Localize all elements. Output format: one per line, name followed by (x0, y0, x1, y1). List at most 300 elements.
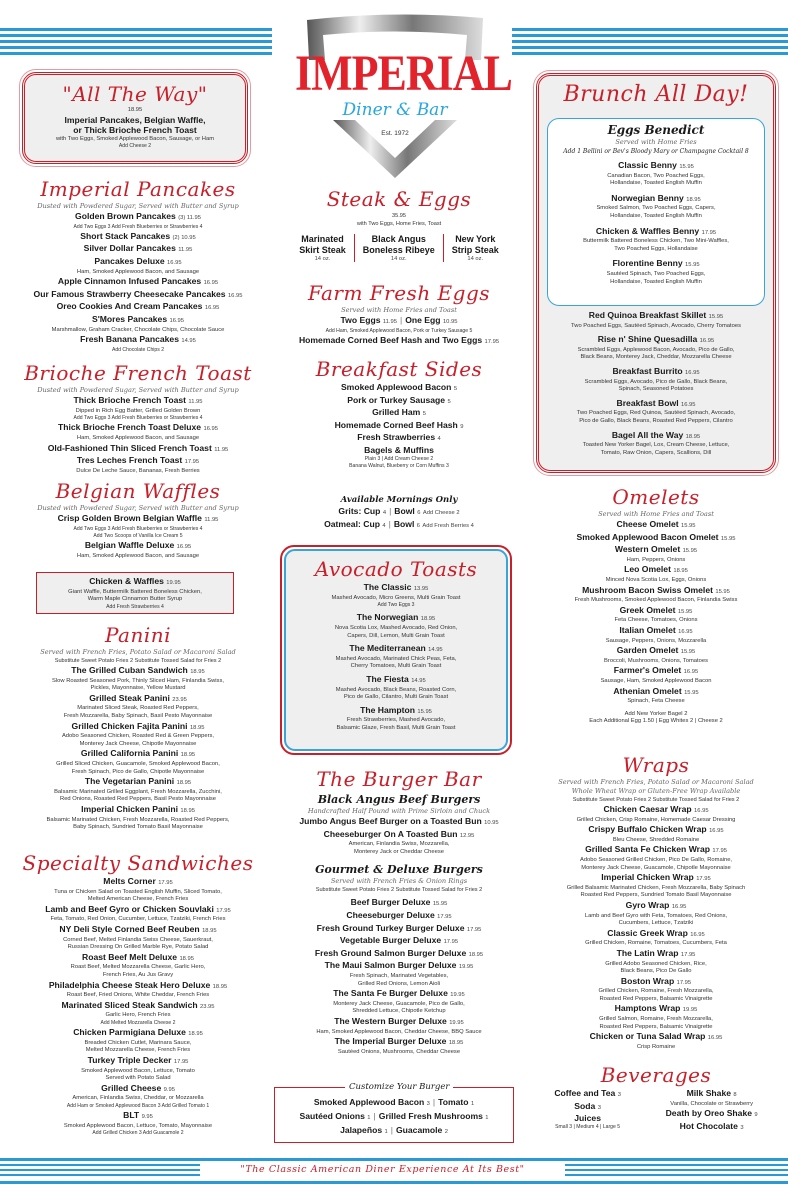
item-name-line (276, 445, 522, 456)
item-price: 15.95 (680, 523, 696, 529)
item-description: Mashed Avocado, Marinated Chick Peas, Feta, (335, 655, 457, 662)
menu-text: Marinated (301, 234, 344, 244)
menu-text: Black Angus (371, 234, 426, 244)
section-title: Wraps (622, 753, 690, 777)
item-price: 18.95 (188, 1031, 203, 1038)
menu-text: Guacamole (395, 1124, 443, 1135)
item-price: 18.95 (420, 616, 436, 623)
item-price: 18.95 (448, 1040, 464, 1047)
menu-item (666, 1121, 758, 1134)
item-description: Grilled Adobo Seasoned Chicken, Rice, (605, 960, 707, 967)
item-name: Beef Burger Deluxe (350, 897, 431, 908)
item-price: 15.95 (417, 708, 432, 715)
steak-option (354, 234, 443, 262)
item-description: Mashed Avocado, Micro Greens, Multi Grain Toast (331, 594, 461, 601)
section-mornings-only: Available Mornings Only Grits: Cup 4 | Bowl 6 Add Cheese 2 Oatmeal: Cup 4 | Bowl 6 Add Fresh Berries 4 (276, 494, 522, 531)
item-price: 15.95 (685, 262, 700, 269)
section-title: Specialty Sandwiches (22, 851, 254, 875)
item-name: Cheeseburger On A Toasted Bun (323, 828, 458, 839)
item-description: Two Poached Eggs, Red Quinoa, Sautéed Spinach, Avocado, (576, 410, 736, 417)
menu-item (276, 1036, 522, 1056)
item-description: Grilled Chicken, Romaine, Fresh Mozzarella, (598, 988, 714, 995)
menu-text: 14 oz. (314, 256, 331, 262)
item-name-line (12, 289, 264, 302)
section-title: The Burger Bar (316, 767, 482, 791)
item-price: 18.95 (685, 433, 701, 440)
item-price: 4 (437, 436, 441, 443)
item-name: Imperial Chicken Panini (81, 803, 179, 814)
item-addon: Banana Walnut, Blueberry or Corn Muffins 3 (349, 462, 449, 469)
menu-item (276, 829, 522, 857)
section-note: Substitute Sweet Potato Fries 2 Substitute Tossed Salad for Fries 2 (54, 658, 222, 664)
item-name-line (276, 1016, 522, 1029)
logo-established: Est. 1972 (381, 130, 409, 137)
item-price: 17.95 (173, 1058, 189, 1065)
section-title: Beverages (600, 1063, 712, 1087)
item-price: 11.95 (178, 247, 193, 254)
item-addon: Add Chocolate Chips 2 (111, 346, 165, 353)
item-price: 5 (453, 386, 458, 392)
menu-text: Grilled Fresh Mushrooms (378, 1110, 483, 1121)
item-price: 17.95 (676, 979, 692, 986)
item-name: Gyro Wrap (625, 899, 670, 910)
item-name: Silver Dollar Pancakes (83, 243, 176, 254)
menu-text: Cup (363, 518, 380, 529)
item-name: Crisp Golden Brown Belgian Waffle (57, 513, 202, 523)
item-description: Buttermilk Battered Boneless Chicken, Two Mini-Waffles, (583, 238, 729, 245)
item-price: 5 (422, 411, 426, 418)
item-description: Grilled Red Onions, Lemon Aioli (357, 980, 441, 987)
item-name-line (666, 1121, 758, 1134)
item-name-line (532, 824, 780, 837)
menu-item (532, 872, 780, 900)
item-name-line (666, 1088, 758, 1101)
section-note: Add 1 Bellini or Bev's Bloody Mary or Champagne Cocktail 8 (563, 148, 749, 155)
box-title: Customize Your Burger (345, 1080, 453, 1095)
logo-subtitle: Diner & Bar (342, 100, 448, 120)
menu-item (532, 976, 780, 1004)
item-name: Athenian Omelet (613, 685, 682, 696)
item-description: Grilled Sliced Chicken, Guacamole, Smoked Applewood Bacon, (56, 760, 220, 767)
menu-item (12, 289, 264, 302)
menu-item (548, 160, 764, 188)
item-price: 17.95 (712, 848, 727, 855)
menu-item (532, 532, 780, 545)
item-price: 15.95 (677, 608, 693, 615)
item-name-line (276, 923, 522, 936)
item-name: Turkey Triple Decker (87, 1054, 172, 1065)
item-description: Served with Potato Salad (105, 1075, 171, 1082)
menu-item (12, 924, 264, 952)
item-addon: Plain 3 | Add Cream Cheese 2 (364, 455, 434, 462)
item-description: Canadian Bacon, Two Poached Eggs, (607, 172, 705, 179)
item-description: Smoked Applewood Bacon, Lettuce, Tomato, Mayonnaise (63, 1122, 213, 1129)
item-name: Old-Fashioned Thin Sliced French Toast (47, 442, 212, 453)
menu-item (12, 231, 264, 244)
item-name-line (532, 928, 780, 941)
item-price: 16.95 (683, 669, 699, 676)
item-name-line (12, 693, 264, 706)
item-addon: Add Ham or Smoked Applewood Bacon 3 Add Grilled Tomato 1 (66, 1102, 210, 1109)
menu-item (532, 544, 780, 564)
menu-text: Bowl (393, 518, 415, 529)
item-name: Florentine Benny (612, 258, 683, 269)
item-description: Feta, Tomato, Red Onion, Cucumber, Lettuce, Tzatziki, French Fries (50, 916, 226, 923)
item-name: Classic Benny (618, 160, 677, 170)
item-name: Tres Leches French Toast (76, 455, 183, 466)
item-description: American, Finlandia Swiss, Mozzarella, (348, 841, 450, 848)
item-description: French Fries, Au Jus Gravy (102, 971, 174, 978)
section-note: Substitute Sweet Potato Fries 2 Substitute Tossed Salad for Fries 2 (572, 797, 740, 803)
section-burger-bar (276, 766, 522, 1056)
section-farm-fresh-eggs: Farm Fresh Eggs Served with Home Fries and Toast Two Eggs 11.95 | One Egg 10.95 Add Ham, Smoked Applewood Bacon, Pork or Turkey Sausage 5 Homemade Corned Beef Hash and Two Eggs 17.95 (276, 280, 522, 347)
item-description: Broccoli, Mushrooms, Onions, Tomatoes (604, 657, 708, 664)
item-name: Grilled California Panini (80, 748, 179, 759)
avocado-toasts-box (280, 545, 512, 755)
item-price: 5 (447, 398, 451, 405)
menu-item (276, 910, 522, 923)
menu-item (276, 948, 522, 961)
item-name: S'Mores Pancakes (91, 314, 168, 325)
item-name-line (12, 1110, 264, 1123)
item-description: Scrambled Eggs, Avocado, Pico de Gallo, Black Beans, (584, 378, 728, 385)
item-price: 17.95 (216, 907, 231, 914)
item-description: Sautéed Spinach, Two Poached Eggs, (606, 270, 706, 277)
item-addon: Add Two Eggs 3 Add Fresh Blueberries or Strawberries 4 (73, 415, 203, 422)
item-name: Homemade Corned Beef Hash (334, 419, 458, 430)
item-price: 14.95 (181, 338, 196, 345)
item-price: 12.95 (459, 832, 475, 839)
item-name: Grilled Ham (372, 407, 421, 418)
item-description: Grilled Chicken, Crisp Romaine, Homemade Caesar Dressing (576, 816, 736, 823)
item-addon: Add Two Eggs 3 Add Fresh Blueberries or Strawberries 4 (73, 525, 203, 532)
price: 17.95 (484, 338, 500, 345)
item-price: 16.95 (671, 903, 687, 910)
menu-text: Tomato (438, 1097, 469, 1107)
decorative-stripes (565, 1164, 788, 1179)
decorative-stripes-left (0, 28, 272, 56)
section-wraps (532, 752, 780, 1051)
item-name-line (532, 686, 780, 699)
menu-item (12, 334, 264, 354)
item-description: Monterey Jack Cheese, Chipotle Mayonnaise (79, 740, 197, 747)
menu-item (532, 948, 780, 976)
section-note: Served with French Fries, Potato Salad or Macaroni Salad (558, 778, 754, 786)
menu-item (532, 686, 780, 706)
item-name-line (276, 935, 522, 948)
menu-item (539, 398, 773, 426)
menu-item (532, 824, 780, 844)
item-price: 18.95 (189, 724, 205, 731)
item-name-line (12, 980, 264, 993)
item-description: Nova Scotia Lox, Mashed Avocado, Red Onion, (334, 625, 458, 632)
section-steak-eggs (276, 186, 522, 262)
item-price: 16.95 (709, 828, 724, 835)
menu-text: Sautéed Onions (299, 1110, 365, 1121)
eggs-benedict-box (547, 118, 765, 306)
menu-item (12, 1055, 264, 1083)
item-description: Fresh Strawberries, Mashed Avocado, (346, 717, 446, 724)
menu-item (12, 1110, 264, 1137)
item-description: Two Poached Eggs, Sautéed Spinach, Avocado, Cherry Tomatoes (571, 322, 741, 329)
logo-wordmark: IMPERIAL (295, 45, 512, 102)
section-brioche-french-toast (12, 360, 264, 475)
section-note: Served with Home Fries and Toast (341, 306, 457, 314)
item-name-line (532, 645, 780, 658)
menu-item (286, 612, 506, 640)
item-name: Smoked Applewood Bacon (340, 382, 452, 392)
menu-item (12, 1000, 264, 1027)
item-description: Shredded Lettuce, Chipotle Ketchup (352, 1008, 446, 1015)
item-price: 15.95 (715, 588, 730, 595)
item-name: Milk Shake (686, 1088, 732, 1098)
item-name-line (548, 160, 764, 173)
menu-text: 14 oz. (467, 256, 484, 262)
item-description: Adobo Seasoned Chicken, Roasted Red & Green Peppers, (61, 733, 215, 740)
menu-text: 6 (416, 522, 420, 529)
section-subtitle: Gourmet & Deluxe Burgers (315, 863, 483, 877)
item-price: 16.95 (176, 544, 192, 551)
item-name-line (539, 334, 773, 347)
item-name: Jumbo Angus Beef Burger on a Toasted Bun (299, 816, 482, 826)
menu-item (532, 605, 780, 625)
item-name-line (12, 231, 264, 244)
item-name: The Vegetarian Panini (84, 776, 175, 787)
item-name-line (532, 544, 780, 557)
section-title: Steak & Eggs (326, 187, 472, 211)
item-price: 11.95 (214, 446, 229, 453)
section-title: Breakfast Sides (315, 357, 483, 381)
menu-item (532, 1003, 780, 1031)
item-name-line (276, 910, 522, 923)
item-description: Sautéed Onions, Mushrooms, Cheddar Cheese (337, 1048, 461, 1055)
item-name: Chicken & Waffles (89, 576, 164, 586)
item-price: 3 (597, 1104, 601, 1111)
item-name: Oreo Cookies And Cream Pancakes (56, 301, 203, 312)
menu-item (12, 804, 264, 832)
decorative-stripes-right (512, 28, 788, 56)
menu-text: 4 (382, 522, 386, 529)
item-price: 17.95 (701, 229, 717, 236)
menu-text: 2 (444, 1128, 448, 1135)
item-description: Roasted Red Peppers, Sundried Tomato Basil Mayonnaise (580, 892, 732, 899)
menu-item (548, 226, 764, 254)
section-subtitle: Eggs Benedict (607, 123, 705, 137)
item-name: The Grilled Cuban Sandwich (71, 665, 188, 675)
item-name-line (532, 625, 780, 638)
menu-item (12, 1027, 264, 1055)
menu-item (276, 816, 522, 829)
item-description: Warm Maple Cinnamon Butter Syrup (87, 596, 183, 603)
menu-text: 1 (384, 1128, 388, 1135)
item-name: Thick Brioche French Toast Deluxe (57, 422, 202, 433)
item-description: Capers, Dill, Lemon, Multi Grain Toast (347, 632, 445, 639)
item-name-line (532, 872, 780, 885)
item-name: Italian Omelet (619, 624, 676, 635)
item-name-line (12, 395, 264, 408)
item-name: Apple Cinnamon Infused Pancakes (57, 276, 202, 287)
menu-text: 6 (417, 510, 421, 516)
menu-text: 4 (382, 510, 387, 516)
item-name-line (12, 334, 264, 347)
item-name: Bagels & Muffins (364, 444, 434, 455)
menu-item (532, 1031, 780, 1051)
item-description: Cucumbers, Lettuce, Tzatziki (618, 920, 694, 927)
item-name: Western Omelet (614, 544, 681, 555)
item-price: 18.95 (686, 196, 701, 203)
item-price: 23.95 (172, 696, 187, 703)
menu-item (276, 1016, 522, 1036)
item-name-line (12, 952, 264, 965)
item-name-line (286, 612, 506, 625)
item-description: Red Onions, Roasted Red Peppers, Basil Pesto Mayonnaise (60, 796, 216, 803)
menu-item (12, 721, 264, 749)
chicken-waffles-box (36, 572, 234, 614)
all-the-way-box (22, 72, 248, 164)
item-name-line (548, 226, 764, 239)
item-price: 9 (460, 423, 464, 430)
item-name: Fresh Ground Turkey Burger Deluxe (316, 922, 465, 933)
item-description: Pico de Gallo, Black Beans, Roasted Red Peppers, Cilantro (579, 417, 733, 424)
item-price: (2) 10.95 (172, 234, 196, 241)
item-name: The Classic (363, 582, 412, 592)
section-note: Whole Wheat Wrap or Gluten-Free Wrap Available (571, 787, 741, 795)
logo (295, 8, 512, 183)
item-name: Chicken or Tuna Salad Wrap (589, 1031, 706, 1042)
item-addon: Small 3 | Medium 4 | Large 5 (555, 1123, 621, 1130)
item-price: 19.95 (682, 1007, 698, 1014)
section-subtitle: Black Angus Beef Burgers (317, 793, 481, 806)
item-description: Roasted Red Peppers, Balsamic Vinaigrette (599, 995, 713, 1002)
item-name-line (12, 243, 264, 256)
item-name-line (276, 988, 522, 1001)
section-panini (12, 622, 264, 832)
item-name-line (532, 519, 780, 532)
menu-text: Bowl (394, 506, 415, 516)
item-name-line (12, 1055, 264, 1068)
customize-burger-box: Customize Your Burger Smoked Applewood Bacon 3 | Tomato 1 Sautéed Onions 1 | Grilled Fresh Mushrooms 1 Jalapeños 1 | Guacamole 2 (274, 1087, 514, 1143)
menu-item (286, 674, 506, 702)
menu-item (276, 897, 522, 910)
item-description: Hollandaise, Toasted English Muffin (610, 180, 702, 187)
section-note: Dusted with Powdered Sugar, Served with Butter and Syrup (37, 202, 239, 210)
item-price: 15.95 (708, 314, 724, 320)
menu-item (276, 960, 522, 988)
section-note: Served with Home Fries and Toast (598, 510, 714, 518)
price: 11.95 (382, 319, 397, 325)
item-price: 17.95 (696, 876, 711, 883)
menu-item (532, 645, 780, 665)
item-description: Crisp Romaine (636, 1043, 676, 1050)
item-name-line (276, 395, 522, 408)
item-description: Smoked Salmon, Two Poached Eggs, Capers, (596, 205, 716, 212)
item-price: 14.95 (428, 647, 443, 654)
item-description: Scrambled Eggs, Applewood Bacon, Avocado, Pico de Gallo, (577, 346, 735, 353)
item-name: Fresh Banana Pancakes (80, 334, 179, 345)
item-price: 10.95 (484, 820, 499, 826)
item-name: Leo Omelet (624, 564, 671, 575)
menu-text: 1 (485, 1114, 489, 1121)
item-name: Grilled Santa Fe Chicken Wrap (585, 844, 711, 855)
menu-item (532, 625, 780, 645)
item-name: Crispy Buffalo Chicken Wrap (588, 824, 707, 835)
item-name: The Mediterranean (349, 643, 426, 654)
item-price: 11.95 (188, 399, 203, 405)
item-name-line (532, 605, 780, 618)
item-name: Juices (574, 1113, 601, 1124)
menu-item (548, 258, 764, 286)
item-price: 18.95 (673, 568, 688, 575)
item-price: 18.95 (468, 951, 484, 958)
item-name-line (554, 1088, 621, 1101)
item-price: 13.95 (413, 586, 429, 592)
footer-band (0, 1158, 788, 1184)
menu-item (12, 395, 264, 422)
item-name-line (532, 1031, 780, 1044)
item-name-line (12, 804, 264, 817)
section-title: Farm Fresh Eggs (307, 281, 491, 305)
item-description: Roast Beef, Fried Onions, White Cheddar, French Fries (66, 992, 210, 999)
item-name: Grilled Steak Panini (89, 692, 170, 703)
item-description: Monterey Jack Cheese, Guacamole, Chipotle Mayonnaise (581, 864, 731, 871)
menu-text: Boneless Ribeye (362, 245, 435, 255)
item-description: Monterey Jack or Cheddar Cheese (354, 848, 444, 855)
item-price: 18.95 (190, 669, 205, 675)
item-price: 11.95 (204, 517, 219, 523)
section-title: Brioche French Toast (24, 361, 252, 385)
item-name: Thick Brioche French Toast (73, 395, 187, 405)
item-name-line (276, 897, 522, 910)
item-price: 15.95 (720, 535, 736, 542)
item-name: The Norwegian (356, 612, 419, 623)
item-name: Norwegian Benny (611, 192, 684, 203)
item-description: Spinach, Seasoned Potatoes (618, 386, 694, 393)
item-name: The Santa Fe Burger Deluxe (333, 988, 448, 999)
item-description: Vanilla, Chocolate or Strawberry (670, 1100, 753, 1107)
item-description: Breaded Chicken Cutlet, Marinara Sauce, (84, 1039, 192, 1046)
item-description: Fresh Spinach, Marinated Vegetables, (349, 972, 449, 979)
item-name-line (276, 382, 522, 395)
item-name-line (276, 829, 522, 842)
menu-item (554, 1113, 621, 1131)
menu-item (286, 643, 506, 671)
item-name-line (554, 1101, 621, 1114)
menu-text: 1 (470, 1101, 475, 1107)
item-name-line (12, 455, 264, 468)
item-name-line (532, 665, 780, 678)
item-name: Greek Omelet (619, 604, 676, 615)
menu-item (12, 1083, 264, 1110)
menu-item (286, 582, 506, 609)
item-description: Spinach, Feta Cheese (627, 698, 685, 705)
item-name: Philadelphia Cheese Steak Hero Deluxe (48, 979, 211, 990)
item-price: 16.95 (678, 628, 693, 635)
item-name-line (286, 674, 506, 687)
item-name-line (532, 900, 780, 913)
item-price: 16.95 (707, 1035, 723, 1042)
menu-item (276, 407, 522, 420)
section-title: Panini (104, 623, 172, 647)
decorative-stripes (0, 1164, 200, 1179)
item-name-line (532, 804, 780, 817)
menu-text: Smoked Applewood Bacon (313, 1097, 425, 1107)
item-name-line (12, 540, 264, 553)
item-price: (3) 11.95 (178, 215, 201, 221)
menu-text: Grits: (338, 506, 362, 516)
section-title: Imperial Pancakes (40, 177, 236, 201)
menu-text: Oatmeal: (324, 518, 361, 529)
item-name: Pork or Turkey Sausage (347, 394, 446, 405)
